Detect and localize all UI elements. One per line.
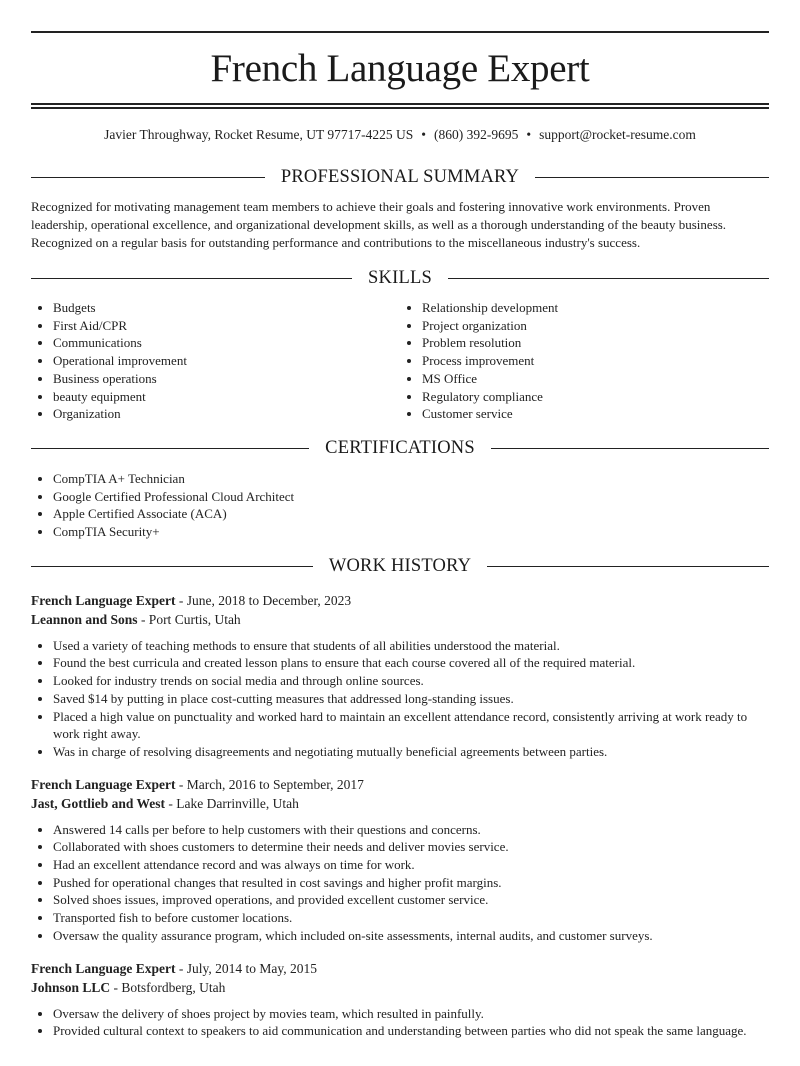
certification-item: • CompTIA Security+ [53,523,769,541]
skill-item: • Problem resolution [422,334,769,352]
skill-item: • Business operations [53,370,400,388]
skills-left-column [31,299,400,423]
skills-right-column [400,299,769,423]
job-bullet: • Provided cultural context to speakers to aid communication and understanding between parties who did not speak the same language. [53,1022,769,1040]
job-title-line [31,959,769,979]
job-bullet: • Had an excellent attendance record and was always on time for work. [53,856,769,874]
job-bullet: • Solved shoes issues, improved operations, and provided excellent customer service. [53,891,769,909]
job-company-line [31,794,769,814]
skill-item: • MS Office [422,370,769,388]
job-title: French Language Expert [31,776,176,792]
section-title: SKILLS [368,267,432,288]
skill-item: • First Aid/CPR [53,317,400,335]
skill-item: • Budgets [53,299,400,317]
work-history [31,591,769,1040]
job-company: Jast, Gottlieb and West [31,796,166,812]
job-title: French Language Expert [31,592,176,608]
job-bullet: • Transported fish to before customer locations. [53,909,769,927]
job-entry [31,591,769,761]
summary-text: Recognized for motivating management team members to achieve their goals and fostering innovative work environments. Proven leadership, operational excellence, and organizational development skills, as well as a thorough understanding of the beauty business. Recognized on a regular basis for outstanding performance and contributions to the miscellaneous industry's success. [31,199,727,250]
skill-item: • Organization [53,405,400,423]
certifications-list [31,470,769,541]
job-bullet: • Saved $14 by putting in place cost-cutting measures that addressed long-standing issues. [53,690,769,708]
section-header-work-history [31,554,769,580]
section-title: CERTIFICATIONS [325,438,475,459]
separator: • [526,127,532,142]
contact-line [31,126,769,144]
contact-phone: (860) 392-9695 [433,127,519,142]
skill-item: • Customer service [422,405,769,423]
job-bullet: • Was in charge of resolving disagreements and negotiating mutually beneficial agreements between parties. [53,743,769,761]
job-bullet: • Pushed for operational changes that resulted in cost savings and higher profit margins. [53,874,769,892]
skills-list [31,291,769,423]
job-bullets [31,637,769,761]
job-entry [31,775,769,945]
skill-item: • Relationship development [422,299,769,317]
contact-email[interactable]: support@rocket-resume.com [539,127,696,142]
job-location: - Botsfordberg, Utah [110,980,226,996]
job-dates: - June, 2018 to December, 2023 [175,592,352,608]
double-rule [31,103,769,109]
skill-item: • Operational improvement [53,352,400,370]
contact-address: Javier Throughway, Rocket Resume, UT 97717-4225 US [104,127,414,142]
separator: • [421,127,426,142]
job-title: French Language Expert [31,960,176,976]
page-title: French Language Expert [210,47,590,90]
certification-item: • Apple Certified Associate (ACA) [53,505,769,523]
job-title-line [31,775,769,795]
section-header-certifications [31,436,769,462]
job-bullet: • Used a variety of teaching methods to ensure that students of all abilities understood the material. [53,637,769,655]
job-bullet: • Looked for industry trends on social media and through online sources. [53,672,769,690]
skill-item: • Process improvement [422,352,769,370]
job-bullet: • Found the best curricula and created lesson plans to ensure that each course covered all of the required material. [53,654,769,672]
job-dates: - March, 2016 to September, 2017 [175,776,364,792]
job-company-line [31,978,769,998]
resume-page [0,31,800,1040]
section-title: WORK HISTORY [328,556,472,577]
skill-item: • beauty equipment [53,388,400,406]
job-bullet: • Collaborated with shoes customers to determine their needs and deliver movies service. [53,838,769,856]
job-location: - Port Curtis, Utah [137,612,241,628]
job-company: Johnson LLC [31,980,111,996]
job-company: Leannon and Sons [31,612,138,628]
skill-item: • Project organization [422,317,769,335]
skill-item: • Regulatory compliance [422,388,769,406]
job-bullet: • Oversaw the delivery of shoes project by movies team, which resulted in painfully. [53,1005,769,1023]
job-title-line [31,591,769,611]
certification-item: • Google Certified Professional Cloud Architect [53,488,769,506]
section-header-skills [31,265,769,291]
skill-item: • Communications [53,334,400,352]
job-company-line [31,610,769,630]
certification-item: • CompTIA A+ Technician [53,470,769,488]
job-entry [31,959,769,1040]
job-bullets [31,821,769,945]
section-header-summary [31,164,769,190]
section-title: PROFESSIONAL SUMMARY [280,166,520,187]
job-bullet: • Answered 14 calls per before to help customers with their questions and concerns. [53,821,769,839]
job-dates: - July, 2014 to May, 2015 [175,960,317,976]
job-bullet: • Placed a high value on punctuality and worked hard to maintain an excellent attendance record, consistently arriving at work ready to work right away. [53,708,769,743]
job-bullet: • Oversaw the quality assurance program, which included on-site assessments, internal audits, and customer surveys. [53,927,769,945]
job-location: - Lake Darrinville, Utah [165,796,299,812]
